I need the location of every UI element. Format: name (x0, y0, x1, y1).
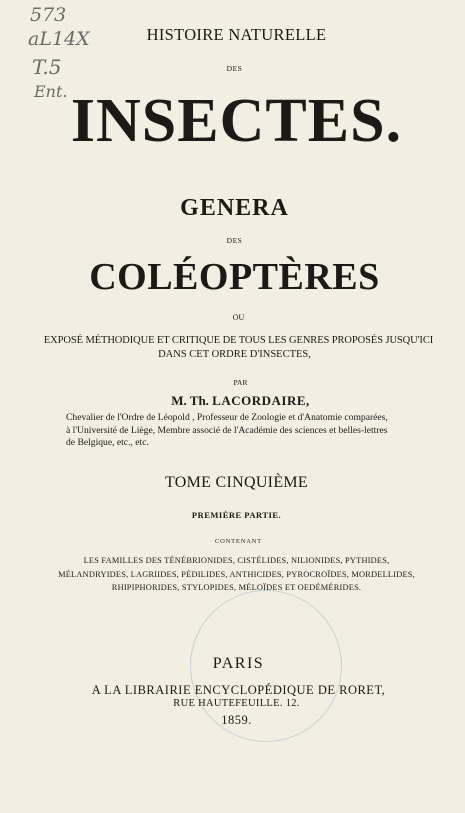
subtitle-ou: OU (232, 313, 245, 322)
handwritten-shelfmark-2: aL14X (28, 28, 90, 50)
handwritten-shelfmark-4: Ent. (34, 82, 68, 101)
author-desc-3: de Belgique, etc., etc. (66, 437, 149, 448)
genera-heading: GENERA (180, 195, 289, 221)
contenant-label: CONTENANT (215, 538, 262, 545)
families-line-1: LES FAMILLES DES TÉNÉBRIONIDES, CISTÉLIDES, NILIONIDES, PYTHIDES, (83, 556, 390, 565)
coleopteres-heading: COLÉOPTÈRES (89, 256, 380, 298)
handwritten-shelfmark-3: T.5 (32, 55, 62, 79)
author-name-line (8, 393, 465, 409)
tome-heading: TOME CINQUIÈME (164, 474, 308, 491)
subtitle-line-2: DANS CET ORDRE D'INSECTES, (158, 349, 311, 360)
imprint-year: 1859. (221, 713, 252, 727)
series-title: HISTOIRE NATURELLE (146, 25, 327, 44)
imprint-city: PARIS (212, 655, 265, 672)
families-line-3: RHIPIPHORIDES, STYLOPIDES, MÉLOÏDES ET OEDÉMÉRIDES. (111, 583, 362, 592)
partie-heading: PREMIÈRE PARTIE. (191, 510, 282, 520)
families-line-2: MÉLANDRYIDES, LAGRIIDES, PÉDILIDES, ANTHICIDES, PYROCROÏDES, MORDELLIDES, (58, 570, 415, 579)
title-des: DES (226, 64, 243, 73)
genera-des: DES (226, 236, 243, 245)
subtitle-line-1: EXPOSÉ MÉTHODIQUE ET CRITIQUE DE TOUS LES GENRES PROPOSÉS JUSQU'ICI (43, 335, 434, 346)
handwritten-shelfmark-1: 573 (30, 4, 67, 26)
author-prefix: M. Th. (171, 393, 209, 408)
imprint-publisher: A LA LIBRAIRIE ENCYCLOPÉDIQUE DE RORET, (91, 683, 386, 697)
imprint-address: RUE HAUTEFEUILLE. 12. (173, 698, 300, 709)
author-desc-1: Chevalier de l'Ordre de Léopold , Professeur de Zoologie et d'Anatomie comparées, (66, 412, 388, 423)
author-par: PAR (233, 378, 248, 387)
author-description (66, 412, 422, 450)
author-name: LACORDAIRE, (212, 393, 310, 408)
main-title: INSECTES. (70, 87, 403, 155)
author-desc-2: à l'Université de Liège, Membre associé de l'Académie des sciences et belles-lettres (66, 424, 388, 436)
